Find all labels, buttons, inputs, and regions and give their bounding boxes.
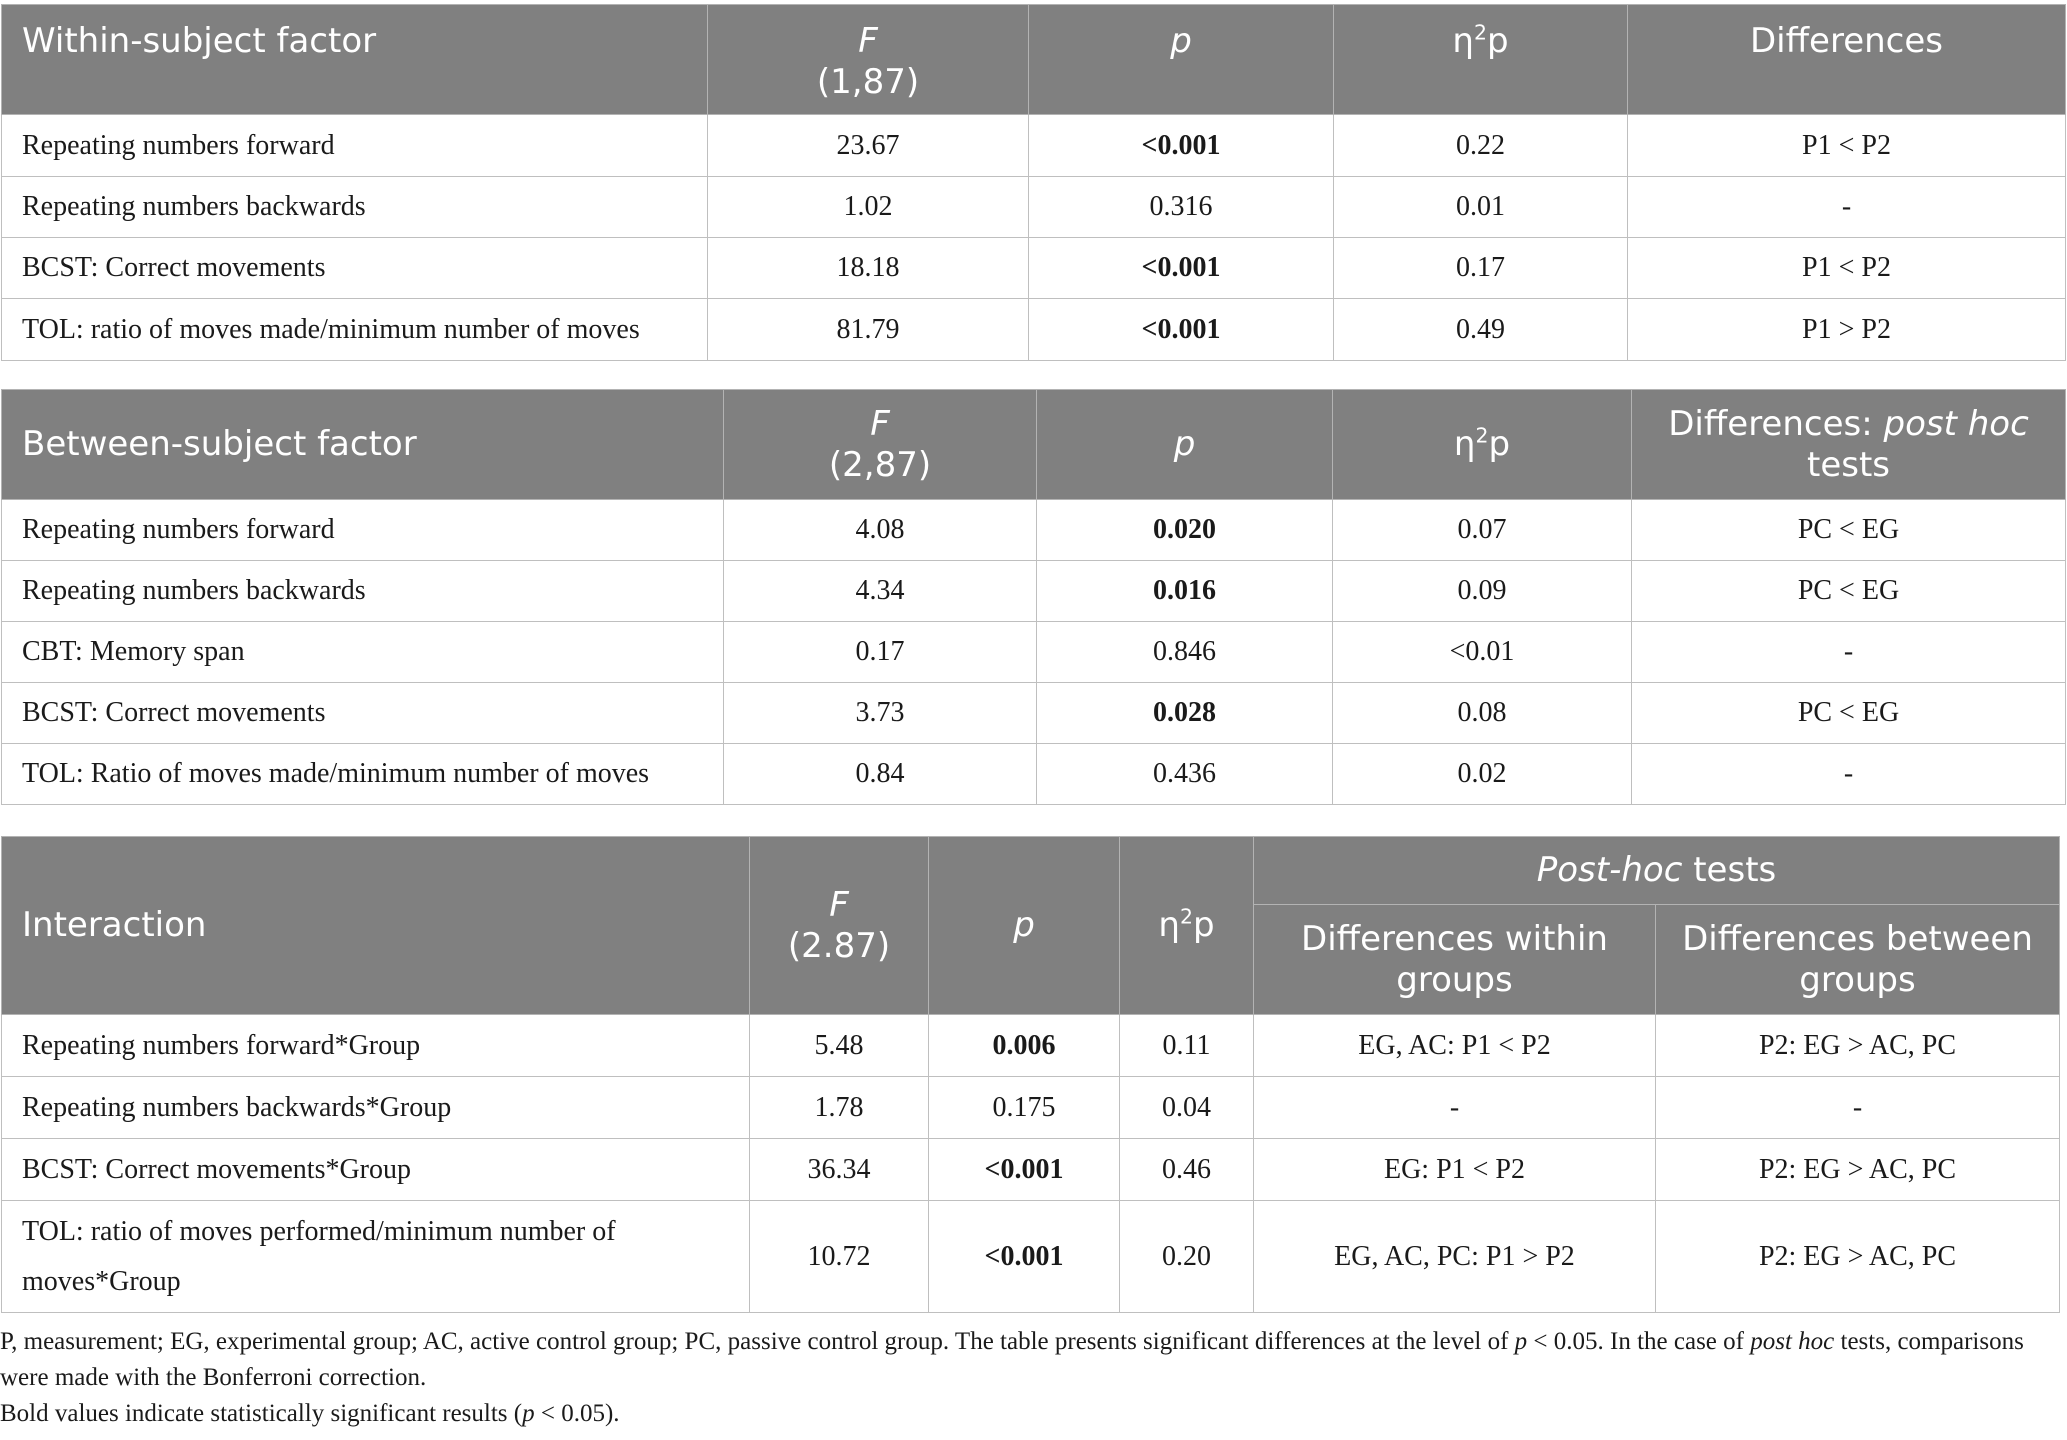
- row-label: Repeating numbers backwards*Group: [2, 1077, 750, 1139]
- within-subject-table: [1, 4, 2066, 361]
- cell-eta: <0.01: [1333, 622, 1632, 683]
- cell-diff: P1 > P2: [1628, 299, 2066, 361]
- footnote-abbreviations: P, measurement; EG, experimental group; AC, active control group; PC, passive control group. The table presents significant differences at the level of p < 0.05. In the case of post hoc tests, comparisons were made with the Bonferroni correction.: [0, 1328, 2024, 1391]
- header-row: [2, 390, 2066, 500]
- cell-diff: -: [1632, 744, 2066, 805]
- cell-p: 0.846: [1037, 622, 1333, 683]
- header-differences: Differences: [1628, 5, 2066, 115]
- header-factor: Between-subject factor: [2, 390, 724, 500]
- row-label: Repeating numbers forward*Group: [2, 1015, 750, 1077]
- cell-eta: 0.22: [1334, 115, 1628, 177]
- cell-p: 0.316: [1029, 177, 1334, 238]
- cell-eta: 0.09: [1333, 561, 1632, 622]
- row-label: Repeating numbers backwards: [2, 177, 708, 238]
- header-p: p: [1029, 5, 1334, 115]
- header-eta: $\eta^2p$: [1120, 837, 1254, 1015]
- header-diff-between: Differences between groups: [1656, 905, 2060, 1015]
- header-diff-within: Differences within groups: [1254, 905, 1656, 1015]
- cell-f: 3.73: [724, 683, 1037, 744]
- header-p: p: [929, 837, 1120, 1015]
- table-row: [2, 238, 2066, 299]
- header-f-df: (2,87): [828, 444, 932, 485]
- cell-diff-between: P2: EG > AC, PC: [1656, 1139, 2060, 1201]
- cell-eta: 0.20: [1120, 1201, 1254, 1313]
- row-label: BCST: Correct movements: [2, 683, 724, 744]
- table-row: [2, 1015, 2060, 1077]
- cell-eta: 0.46: [1120, 1139, 1254, 1201]
- header-factor: Within-subject factor: [2, 5, 708, 115]
- footnote-bold-note: Bold values indicate statistically significant results (p < 0.05).: [0, 1400, 620, 1427]
- cell-eta: 0.07: [1333, 500, 1632, 561]
- cell-eta: 0.02: [1333, 744, 1632, 805]
- header-f-symbol: F: [858, 21, 878, 61]
- header-row: [2, 837, 2060, 905]
- row-label: Repeating numbers forward: [2, 115, 708, 177]
- table-row: [2, 1077, 2060, 1139]
- header-f-symbol: F: [829, 884, 849, 925]
- header-p: p: [1037, 390, 1333, 500]
- header-post-hoc: Post-hoc tests: [1254, 837, 2060, 905]
- cell-diff-between: -: [1656, 1077, 2060, 1139]
- cell-f: 4.34: [724, 561, 1037, 622]
- cell-p: 0.016: [1037, 561, 1333, 622]
- cell-p: 0.006: [929, 1015, 1120, 1077]
- cell-diff: PC < EG: [1632, 500, 2066, 561]
- cell-f: 4.08: [724, 500, 1037, 561]
- cell-f: 23.67: [708, 115, 1029, 177]
- row-label: BCST: Correct movements*Group: [2, 1139, 750, 1201]
- table-row: [2, 683, 2066, 744]
- table-row: [2, 561, 2066, 622]
- row-label: CBT: Memory span: [2, 622, 724, 683]
- cell-p: 0.020: [1037, 500, 1333, 561]
- cell-p: <0.001: [1029, 238, 1334, 299]
- header-eta: $\eta^2p$: [1333, 390, 1632, 500]
- cell-diff-within: EG, AC: P1 < P2: [1254, 1015, 1656, 1077]
- table-row: [2, 500, 2066, 561]
- header-f: [724, 390, 1037, 500]
- cell-p: <0.001: [929, 1139, 1120, 1201]
- row-label: TOL: ratio of moves performed/minimum number of moves*Group: [2, 1201, 750, 1313]
- cell-eta: 0.01: [1334, 177, 1628, 238]
- header-f-df: (1,87): [816, 62, 920, 102]
- cell-diff-between: P2: EG > AC, PC: [1656, 1015, 2060, 1077]
- cell-diff: -: [1632, 622, 2066, 683]
- cell-eta: 0.04: [1120, 1077, 1254, 1139]
- header-f-df: (2.87): [787, 925, 891, 966]
- table-row: [2, 1139, 2060, 1201]
- cell-eta: 0.08: [1333, 683, 1632, 744]
- cell-p: 0.028: [1037, 683, 1333, 744]
- cell-f: 0.17: [724, 622, 1037, 683]
- row-label: Repeating numbers backwards: [2, 561, 724, 622]
- cell-p: 0.175: [929, 1077, 1120, 1139]
- row-label: BCST: Correct movements: [2, 238, 708, 299]
- interaction-table: [1, 836, 2060, 1313]
- cell-diff: PC < EG: [1632, 561, 2066, 622]
- cell-f: 36.34: [750, 1139, 929, 1201]
- cell-f: 81.79: [708, 299, 1029, 361]
- table-row: [2, 177, 2066, 238]
- cell-diff: -: [1628, 177, 2066, 238]
- header-factor: Interaction: [2, 837, 750, 1015]
- cell-diff-within: EG, AC, PC: P1 > P2: [1254, 1201, 1656, 1313]
- cell-p: <0.001: [929, 1201, 1120, 1313]
- table-row: [2, 744, 2066, 805]
- row-label: TOL: ratio of moves made/minimum number of moves: [2, 299, 708, 361]
- header-f: [708, 5, 1029, 115]
- cell-f: 1.78: [750, 1077, 929, 1139]
- header-f: [750, 837, 929, 1015]
- between-subject-table: [1, 389, 2066, 805]
- cell-p: <0.001: [1029, 115, 1334, 177]
- header-row: [2, 5, 2066, 115]
- row-label: TOL: Ratio of moves made/minimum number of moves: [2, 744, 724, 805]
- cell-p: 0.436: [1037, 744, 1333, 805]
- table-footnote: [0, 1324, 2060, 1432]
- table-row: [2, 299, 2066, 361]
- cell-diff-within: -: [1254, 1077, 1656, 1139]
- cell-eta: 0.49: [1334, 299, 1628, 361]
- cell-diff-within: EG: P1 < P2: [1254, 1139, 1656, 1201]
- cell-f: 1.02: [708, 177, 1029, 238]
- cell-f: 10.72: [750, 1201, 929, 1313]
- cell-diff: PC < EG: [1632, 683, 2066, 744]
- table-row: [2, 1201, 2060, 1313]
- cell-f: 5.48: [750, 1015, 929, 1077]
- header-eta: $\eta^2p$: [1334, 5, 1628, 115]
- cell-eta: 0.17: [1334, 238, 1628, 299]
- table-row: [2, 622, 2066, 683]
- table-row: [2, 115, 2066, 177]
- cell-diff: P1 < P2: [1628, 238, 2066, 299]
- cell-f: 18.18: [708, 238, 1029, 299]
- header-differences: Differences: post hoc tests: [1632, 390, 2066, 500]
- cell-diff: P1 < P2: [1628, 115, 2066, 177]
- cell-eta: 0.11: [1120, 1015, 1254, 1077]
- header-f-symbol: F: [870, 403, 890, 444]
- row-label: Repeating numbers forward: [2, 500, 724, 561]
- cell-f: 0.84: [724, 744, 1037, 805]
- cell-diff-between: P2: EG > AC, PC: [1656, 1201, 2060, 1313]
- cell-p: <0.001: [1029, 299, 1334, 361]
